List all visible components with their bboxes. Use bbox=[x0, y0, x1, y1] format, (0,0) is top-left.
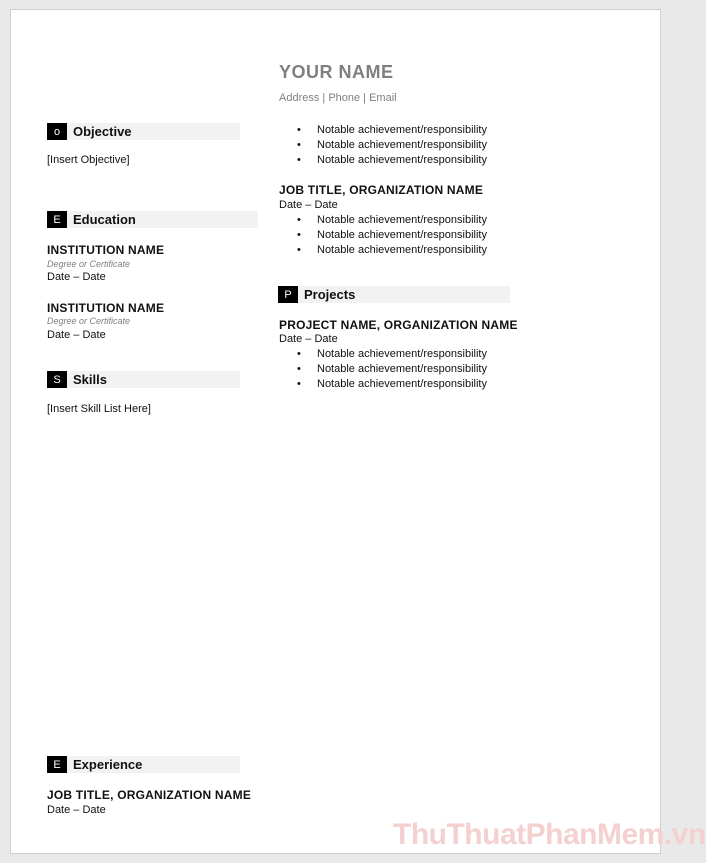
skills-text: [Insert Skill List Here] bbox=[47, 403, 151, 415]
education-icon: E bbox=[47, 211, 67, 228]
job-title: JOB TITLE, ORGANIZATION NAME bbox=[47, 788, 252, 802]
degree-text: Degree or Certificate bbox=[47, 316, 131, 326]
projects-section-header bbox=[278, 286, 510, 303]
list-item: • Notable achievement/responsibility bbox=[279, 153, 487, 168]
education-date: Date – Date bbox=[47, 329, 106, 341]
list-item: • Notable achievement/responsibility bbox=[279, 347, 487, 362]
list-item: • Notable achievement/responsibility bbox=[279, 213, 487, 228]
objective-title: Objective bbox=[73, 124, 132, 139]
list-item: • Notable achievement/responsibility bbox=[279, 377, 487, 392]
projects-icon: P bbox=[278, 286, 298, 303]
bullet-list bbox=[279, 213, 487, 258]
skills-title: Skills bbox=[73, 372, 107, 387]
skills-section-header bbox=[47, 371, 240, 388]
job-date: Date – Date bbox=[47, 804, 106, 816]
job-title: JOB TITLE, ORGANIZATION NAME bbox=[279, 183, 484, 197]
institution-name: INSTITUTION NAME bbox=[47, 243, 165, 257]
education-title: Education bbox=[73, 212, 136, 227]
institution-name: INSTITUTION NAME bbox=[47, 301, 165, 315]
experience-title: Experience bbox=[73, 757, 143, 772]
objective-section-header bbox=[47, 123, 240, 140]
watermark: ThuThuatPhanMem.vn bbox=[393, 818, 706, 851]
education-section-header bbox=[47, 211, 258, 228]
contact-line: Address | Phone | Email bbox=[279, 92, 397, 104]
degree-text: Degree or Certificate bbox=[47, 259, 131, 269]
list-item: • Notable achievement/responsibility bbox=[279, 362, 487, 377]
project-date: Date – Date bbox=[279, 333, 338, 345]
job-date: Date – Date bbox=[279, 199, 338, 211]
resume-name: YOUR NAME bbox=[279, 62, 394, 82]
project-title: PROJECT NAME, ORGANIZATION NAME bbox=[279, 318, 518, 332]
bullet-list bbox=[279, 347, 487, 392]
skills-icon: S bbox=[47, 371, 67, 388]
list-item: • Notable achievement/responsibility bbox=[279, 228, 487, 243]
list-item: • Notable achievement/responsibility bbox=[279, 138, 487, 153]
list-item: • Notable achievement/responsibility bbox=[279, 243, 487, 258]
list-item: • Notable achievement/responsibility bbox=[279, 123, 487, 138]
objective-text: [Insert Objective] bbox=[47, 154, 130, 166]
experience-icon: E bbox=[47, 756, 67, 773]
education-date: Date – Date bbox=[47, 271, 106, 283]
projects-title: Projects bbox=[304, 287, 356, 302]
objective-icon: o bbox=[47, 123, 67, 140]
experience-section-header bbox=[47, 756, 240, 773]
bullet-list bbox=[279, 123, 487, 168]
